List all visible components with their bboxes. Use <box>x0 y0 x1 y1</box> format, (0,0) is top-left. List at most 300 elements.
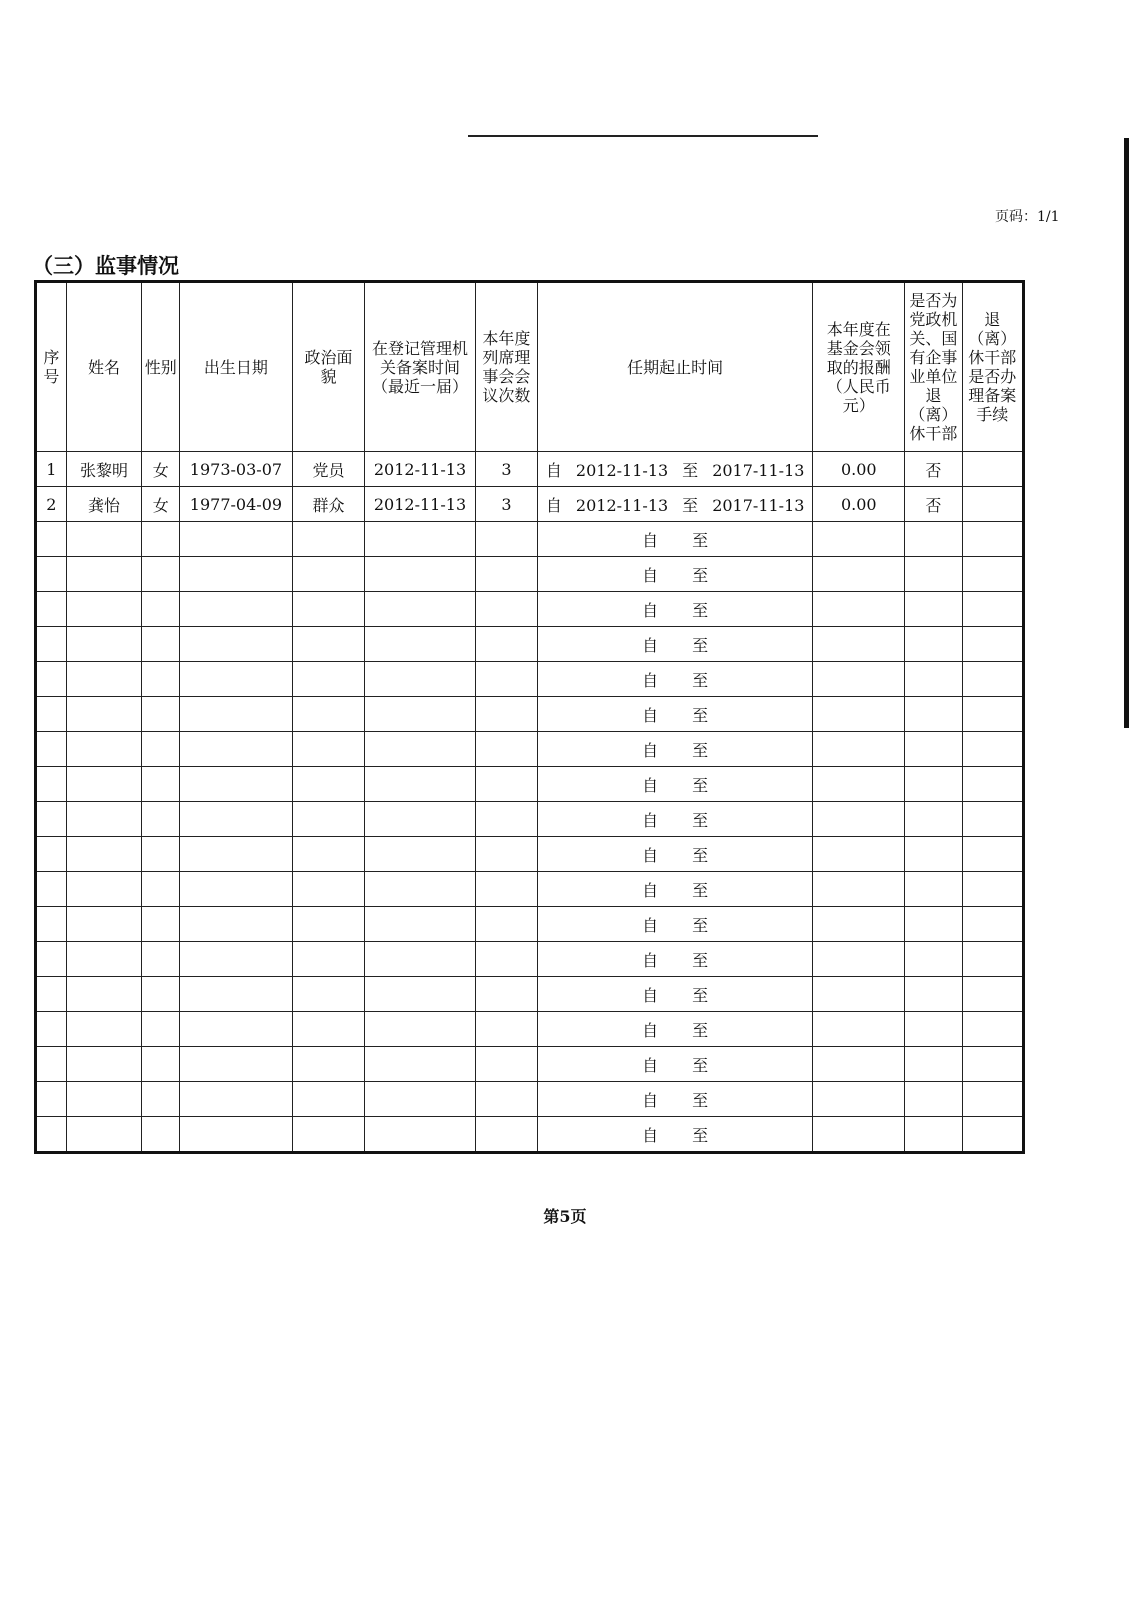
empty-cell <box>142 627 180 662</box>
empty-cell <box>813 1082 905 1117</box>
cell-filed: 2012-11-13 <box>365 452 475 487</box>
empty-cell <box>180 802 293 837</box>
cell-name: 张黎明 <box>66 452 142 487</box>
empty-cell <box>475 837 537 872</box>
cell-term <box>538 1082 813 1117</box>
empty-cell <box>365 557 475 592</box>
empty-cell <box>475 662 537 697</box>
empty-cell <box>142 1117 180 1153</box>
empty-cell <box>66 1047 142 1082</box>
empty-cell <box>180 1012 293 1047</box>
empty-cell <box>813 627 905 662</box>
empty-cell <box>36 977 67 1012</box>
empty-cell <box>962 522 1023 557</box>
empty-cell <box>813 1012 905 1047</box>
table-body <box>36 452 1024 1153</box>
header-cell-attendance: 本年度 列席理 事会会 议次数 <box>475 282 537 452</box>
empty-cell <box>813 837 905 872</box>
empty-cell <box>905 767 962 802</box>
cell-term <box>538 627 813 662</box>
empty-cell <box>180 732 293 767</box>
empty-cell <box>365 697 475 732</box>
cell-term <box>538 837 813 872</box>
header-cell-politics: 政治面 貌 <box>292 282 365 452</box>
cell-term <box>538 732 813 767</box>
empty-cell <box>292 872 365 907</box>
empty-cell <box>180 872 293 907</box>
empty-cell <box>292 767 365 802</box>
empty-cell <box>475 732 537 767</box>
empty-cell <box>66 557 142 592</box>
cell-retired-official: 否 <box>905 487 962 522</box>
empty-cell <box>962 872 1023 907</box>
cell-no: 1 <box>36 452 67 487</box>
empty-cell <box>292 627 365 662</box>
empty-cell <box>66 837 142 872</box>
empty-cell <box>962 907 1023 942</box>
term-from-label: 自 <box>642 775 659 795</box>
empty-cell <box>142 977 180 1012</box>
empty-cell <box>180 592 293 627</box>
empty-cell <box>905 977 962 1012</box>
empty-cell <box>66 732 142 767</box>
empty-cell <box>66 942 142 977</box>
empty-cell <box>66 1117 142 1153</box>
empty-cell <box>475 942 537 977</box>
empty-cell <box>142 662 180 697</box>
cell-birth: 1973-03-07 <box>180 452 293 487</box>
empty-cell <box>905 522 962 557</box>
cell-term <box>538 802 813 837</box>
empty-table-row <box>36 662 1024 697</box>
empty-cell <box>36 942 67 977</box>
empty-cell <box>365 767 475 802</box>
empty-cell <box>475 977 537 1012</box>
header-cell-retired-filed: 退 （离） 休干部 是否办 理备案 手续 <box>962 282 1023 452</box>
empty-cell <box>180 837 293 872</box>
empty-table-row <box>36 802 1024 837</box>
cell-term <box>538 942 813 977</box>
empty-cell <box>813 1047 905 1082</box>
table-row <box>36 452 1024 487</box>
empty-cell <box>905 1117 962 1153</box>
empty-cell <box>962 627 1023 662</box>
term-from-label: 自 <box>642 670 659 690</box>
empty-cell <box>813 767 905 802</box>
cell-term <box>538 767 813 802</box>
empty-cell <box>813 977 905 1012</box>
empty-cell <box>475 1012 537 1047</box>
empty-cell <box>475 1117 537 1153</box>
cell-term <box>538 557 813 592</box>
empty-cell <box>66 697 142 732</box>
empty-cell <box>813 907 905 942</box>
term-from-label: 自 <box>642 1125 659 1145</box>
empty-cell <box>365 802 475 837</box>
empty-cell <box>36 697 67 732</box>
empty-cell <box>66 872 142 907</box>
empty-cell <box>962 942 1023 977</box>
empty-cell <box>365 732 475 767</box>
cell-term <box>538 592 813 627</box>
empty-cell <box>142 1047 180 1082</box>
empty-cell <box>292 1117 365 1153</box>
empty-cell <box>813 1117 905 1153</box>
empty-table-row <box>36 977 1024 1012</box>
empty-cell <box>36 1117 67 1153</box>
empty-cell <box>180 767 293 802</box>
empty-cell <box>905 1047 962 1082</box>
cell-term <box>538 1117 813 1153</box>
empty-cell <box>962 1047 1023 1082</box>
empty-cell <box>475 872 537 907</box>
empty-cell <box>66 767 142 802</box>
term-from-label: 自 <box>545 460 562 480</box>
empty-cell <box>142 557 180 592</box>
empty-cell <box>905 1082 962 1117</box>
empty-cell <box>292 592 365 627</box>
empty-cell <box>180 1047 293 1082</box>
empty-cell <box>66 522 142 557</box>
empty-cell <box>180 907 293 942</box>
empty-cell <box>475 627 537 662</box>
empty-cell <box>36 872 67 907</box>
empty-cell <box>813 732 905 767</box>
cell-retired-filed <box>962 487 1023 522</box>
empty-cell <box>905 732 962 767</box>
empty-cell <box>142 1012 180 1047</box>
empty-cell <box>66 907 142 942</box>
cell-filed: 2012-11-13 <box>365 487 475 522</box>
empty-cell <box>475 1082 537 1117</box>
empty-table-row <box>36 522 1024 557</box>
term-from-label: 自 <box>642 600 659 620</box>
empty-cell <box>962 592 1023 627</box>
empty-cell <box>142 592 180 627</box>
header-cell-retired-official: 是否为 党政机 关、国 有企事 业单位 退 （离） 休干部 <box>905 282 962 452</box>
empty-cell <box>180 977 293 1012</box>
page-code: 页码：1/1 <box>995 209 1060 225</box>
empty-cell <box>813 942 905 977</box>
term-to-label: 至 <box>692 985 709 1005</box>
term-to-label: 至 <box>692 1125 709 1145</box>
empty-cell <box>905 1012 962 1047</box>
term-to-label: 至 <box>692 565 709 585</box>
empty-cell <box>292 907 365 942</box>
empty-cell <box>66 592 142 627</box>
empty-cell <box>142 872 180 907</box>
empty-cell <box>905 942 962 977</box>
term-from-label: 自 <box>642 530 659 550</box>
empty-table-row <box>36 907 1024 942</box>
empty-table-row <box>36 697 1024 732</box>
empty-cell <box>905 627 962 662</box>
empty-cell <box>962 697 1023 732</box>
empty-cell <box>905 697 962 732</box>
empty-cell <box>292 697 365 732</box>
empty-table-row <box>36 767 1024 802</box>
empty-cell <box>813 802 905 837</box>
cell-term <box>538 452 813 487</box>
empty-cell <box>962 662 1023 697</box>
empty-table-row <box>36 872 1024 907</box>
cell-term <box>538 522 813 557</box>
empty-cell <box>36 662 67 697</box>
empty-cell <box>66 1082 142 1117</box>
empty-cell <box>292 942 365 977</box>
empty-cell <box>180 697 293 732</box>
empty-cell <box>475 802 537 837</box>
empty-cell <box>365 627 475 662</box>
cell-term <box>538 1012 813 1047</box>
empty-cell <box>905 907 962 942</box>
header-cell-birth: 出生日期 <box>180 282 293 452</box>
empty-cell <box>905 802 962 837</box>
empty-cell <box>365 872 475 907</box>
empty-cell <box>142 942 180 977</box>
scan-edge-mark <box>1124 138 1129 728</box>
empty-cell <box>66 802 142 837</box>
term-from-label: 自 <box>642 880 659 900</box>
term-end: 2017-11-13 <box>712 495 805 515</box>
header-row <box>36 282 1024 452</box>
empty-cell <box>180 1082 293 1117</box>
term-from-label: 自 <box>545 495 562 515</box>
empty-cell <box>292 557 365 592</box>
term-to-label: 至 <box>692 635 709 655</box>
empty-cell <box>142 732 180 767</box>
empty-cell <box>962 1117 1023 1153</box>
term-to-label: 至 <box>692 530 709 550</box>
header-cell-filed: 在登记管理机 关备案时间 （最近一届） <box>365 282 475 452</box>
section-title: （三）监事情况 <box>32 254 179 278</box>
empty-cell <box>180 1117 293 1153</box>
term-to-label: 至 <box>692 740 709 760</box>
empty-cell <box>36 1012 67 1047</box>
empty-cell <box>813 522 905 557</box>
term-start: 2012-11-13 <box>575 495 669 515</box>
empty-cell <box>292 522 365 557</box>
term-to-label: 至 <box>692 880 709 900</box>
empty-cell <box>180 662 293 697</box>
empty-cell <box>905 662 962 697</box>
empty-cell <box>475 697 537 732</box>
empty-cell <box>36 837 67 872</box>
term-to-label: 至 <box>692 1090 709 1110</box>
empty-cell <box>813 697 905 732</box>
cell-no: 2 <box>36 487 67 522</box>
term-from-label: 自 <box>642 915 659 935</box>
cell-pay: 0.00 <box>813 452 905 487</box>
empty-table-row <box>36 1082 1024 1117</box>
empty-cell <box>66 1012 142 1047</box>
term-from-label: 自 <box>642 845 659 865</box>
term-from-label: 自 <box>642 985 659 1005</box>
term-to-label: 至 <box>692 775 709 795</box>
term-from-label: 自 <box>642 705 659 725</box>
empty-cell <box>962 767 1023 802</box>
term-to-label: 至 <box>692 1020 709 1040</box>
empty-cell <box>180 627 293 662</box>
term-to-label: 至 <box>692 810 709 830</box>
empty-cell <box>905 837 962 872</box>
cell-term <box>538 487 813 522</box>
cell-term <box>538 662 813 697</box>
cell-politics: 群众 <box>292 487 365 522</box>
empty-cell <box>142 802 180 837</box>
empty-table-row <box>36 732 1024 767</box>
empty-cell <box>36 732 67 767</box>
term-to-label: 至 <box>692 705 709 725</box>
empty-cell <box>365 522 475 557</box>
empty-cell <box>905 557 962 592</box>
empty-cell <box>36 592 67 627</box>
term-from-label: 自 <box>642 810 659 830</box>
empty-cell <box>36 802 67 837</box>
empty-cell <box>475 557 537 592</box>
empty-cell <box>180 522 293 557</box>
empty-cell <box>142 1082 180 1117</box>
term-from-label: 自 <box>642 950 659 970</box>
cell-retired-filed <box>962 452 1023 487</box>
term-to-label: 至 <box>692 670 709 690</box>
empty-cell <box>180 557 293 592</box>
empty-cell <box>36 767 67 802</box>
empty-cell <box>365 1117 475 1153</box>
term-to-label: 至 <box>692 915 709 935</box>
empty-cell <box>962 1012 1023 1047</box>
empty-cell <box>66 627 142 662</box>
term-to-label: 至 <box>692 1055 709 1075</box>
empty-cell <box>292 732 365 767</box>
empty-cell <box>292 662 365 697</box>
empty-cell <box>475 1047 537 1082</box>
empty-cell <box>365 1012 475 1047</box>
term-to-label: 至 <box>682 460 699 480</box>
empty-cell <box>142 522 180 557</box>
term-from-label: 自 <box>642 635 659 655</box>
cell-term <box>538 697 813 732</box>
empty-cell <box>962 977 1023 1012</box>
cell-politics: 党员 <box>292 452 365 487</box>
empty-cell <box>962 802 1023 837</box>
cell-birth: 1977-04-09 <box>180 487 293 522</box>
supervisor-table <box>34 280 1025 1154</box>
empty-table-row <box>36 627 1024 662</box>
empty-cell <box>365 837 475 872</box>
term-to-label: 至 <box>692 600 709 620</box>
empty-cell <box>36 907 67 942</box>
empty-cell <box>292 1082 365 1117</box>
cell-term <box>538 907 813 942</box>
empty-cell <box>365 1082 475 1117</box>
empty-cell <box>66 662 142 697</box>
empty-cell <box>292 1047 365 1082</box>
term-end: 2017-11-13 <box>712 460 805 480</box>
header-cell-name: 姓名 <box>66 282 142 452</box>
empty-cell <box>365 662 475 697</box>
empty-cell <box>813 592 905 627</box>
empty-cell <box>365 942 475 977</box>
cell-attendance: 3 <box>475 452 537 487</box>
cell-gender: 女 <box>142 487 180 522</box>
empty-cell <box>36 1047 67 1082</box>
top-rule <box>468 135 818 137</box>
term-to-label: 至 <box>682 495 699 515</box>
cell-pay: 0.00 <box>813 487 905 522</box>
empty-cell <box>813 662 905 697</box>
table-row <box>36 487 1024 522</box>
empty-cell <box>142 697 180 732</box>
empty-cell <box>180 942 293 977</box>
page-number: 第5页 <box>543 1207 587 1226</box>
empty-cell <box>292 1012 365 1047</box>
empty-cell <box>475 522 537 557</box>
header-cell-term: 任期起止时间 <box>538 282 813 452</box>
empty-cell <box>365 1047 475 1082</box>
header-cell-pay: 本年度在 基金会领 取的报酬 （人民币 元） <box>813 282 905 452</box>
empty-cell <box>292 837 365 872</box>
empty-cell <box>475 907 537 942</box>
cell-term <box>538 872 813 907</box>
term-to-label: 至 <box>692 845 709 865</box>
empty-cell <box>813 872 905 907</box>
empty-cell <box>905 592 962 627</box>
empty-cell <box>905 872 962 907</box>
term-from-label: 自 <box>642 1020 659 1040</box>
empty-cell <box>142 767 180 802</box>
cell-attendance: 3 <box>475 487 537 522</box>
empty-table-row <box>36 592 1024 627</box>
empty-cell <box>292 977 365 1012</box>
empty-cell <box>962 557 1023 592</box>
term-from-label: 自 <box>642 740 659 760</box>
empty-table-row <box>36 557 1024 592</box>
cell-term <box>538 977 813 1012</box>
empty-cell <box>36 1082 67 1117</box>
empty-cell <box>475 592 537 627</box>
empty-cell <box>142 907 180 942</box>
empty-cell <box>365 907 475 942</box>
term-to-label: 至 <box>692 950 709 970</box>
empty-table-row <box>36 1047 1024 1082</box>
empty-table-row <box>36 942 1024 977</box>
term-start: 2012-11-13 <box>575 460 669 480</box>
empty-cell <box>66 977 142 1012</box>
empty-cell <box>365 977 475 1012</box>
empty-cell <box>36 627 67 662</box>
term-from-label: 自 <box>642 565 659 585</box>
cell-retired-official: 否 <box>905 452 962 487</box>
cell-name: 龚怡 <box>66 487 142 522</box>
header-cell-no: 序 号 <box>36 282 67 452</box>
empty-cell <box>365 592 475 627</box>
empty-cell <box>142 837 180 872</box>
cell-term <box>538 1047 813 1082</box>
empty-cell <box>962 837 1023 872</box>
term-from-label: 自 <box>642 1090 659 1110</box>
empty-cell <box>962 1082 1023 1117</box>
empty-cell <box>813 557 905 592</box>
term-from-label: 自 <box>642 1055 659 1075</box>
empty-table-row <box>36 837 1024 872</box>
empty-cell <box>292 802 365 837</box>
empty-table-row <box>36 1012 1024 1047</box>
empty-cell <box>962 732 1023 767</box>
empty-table-row <box>36 1117 1024 1153</box>
empty-cell <box>475 767 537 802</box>
empty-cell <box>36 557 67 592</box>
